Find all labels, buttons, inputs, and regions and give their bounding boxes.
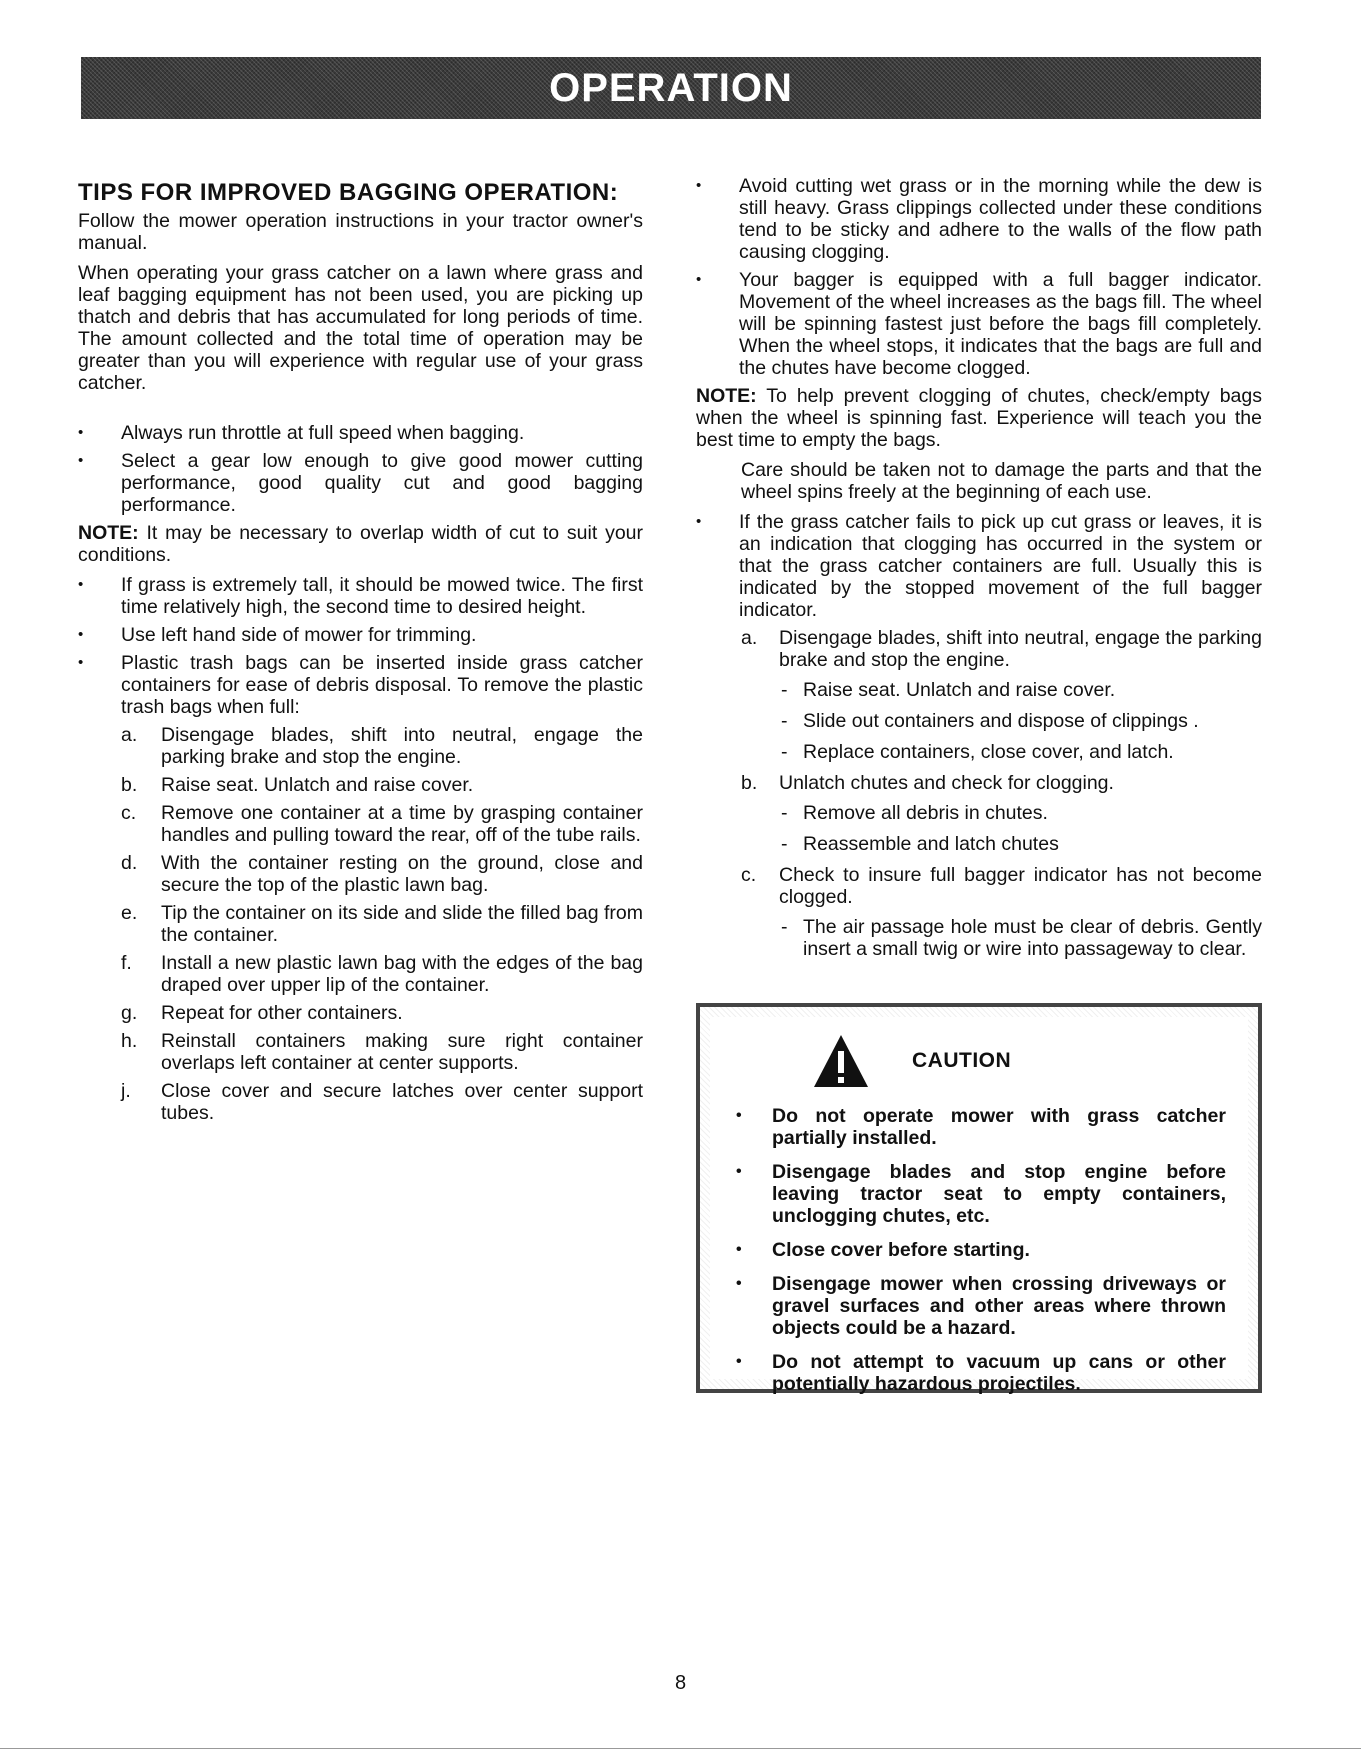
sub-step-item: - Reassemble and latch chutes (779, 833, 1262, 855)
page-number: 8 (674, 1672, 687, 1694)
sub-step-item: - Remove all debris in chutes. (779, 802, 1262, 824)
step-list (121, 724, 643, 1124)
list-item-text: Plastic trash bags can be inserted inside grass catcher containers for ease of debris disposal. To remove the plastic trash bags when full: (121, 652, 643, 718)
step-item (121, 1080, 643, 1124)
caution-item: • Do not operate mower with grass catcher partially installed. (732, 1105, 1226, 1149)
sub-step-item: - Raise seat. Unlatch and raise cover. (779, 679, 1262, 701)
step-list (741, 627, 1262, 960)
step-marker: g. (121, 1002, 138, 1024)
step-text: Unlatch chutes and check for clogging. (779, 772, 1114, 794)
step-marker: c. (741, 864, 757, 886)
step-item (741, 772, 1262, 855)
intro-paragraph: When operating your grass catcher on a lawn where grass and leaf bagging equipment has not been used, you are picking up thatch and debris that has accumulated for long periods of time. The amount collected and the total time of operation may be greater than you will experience with regular use of your grass catcher. (78, 262, 643, 394)
section-banner (81, 57, 1261, 119)
list-item: • Avoid cutting wet grass or in the morning while the dew is still heavy. Grass clippings collected under these conditions tend to be sticky and adhere to the walls of the flow path causing clogging. (696, 175, 1262, 263)
note-text: To help prevent clogging of chutes, check/empty bags when the wheel is spinning fast. Experience will teach you the best time to empty the bags. (696, 385, 1262, 451)
step-text: Tip the container on its side and slide the filled bag from the container. (161, 902, 643, 946)
left-column (78, 175, 643, 1130)
step-marker: j. (121, 1080, 131, 1102)
caution-item: • Close cover before starting. (732, 1239, 1226, 1261)
step-item (121, 724, 643, 768)
caution-title: CAUTION (912, 1049, 1012, 1072)
step-item (121, 1002, 643, 1024)
list-item: • Your bagger is equipped with a full bagger indicator. Movement of the wheel increases as the bags fill. The wheel will be spinning fastest just before the bags fill completely. When the wheel stops, it indicates that the bags are full and the chutes have become clogged. (696, 269, 1262, 379)
step-item (121, 1030, 643, 1074)
list-item: • Always run throttle at full speed when bagging. (78, 422, 643, 444)
step-item (121, 902, 643, 946)
step-text: With the container resting on the ground, close and secure the top of the plastic lawn bag. (161, 852, 643, 896)
step-marker: c. (121, 802, 137, 824)
list-item (78, 652, 643, 1124)
step-marker: d. (121, 852, 138, 874)
note-paragraph (696, 385, 1262, 451)
step-marker: f. (121, 952, 132, 974)
sub-step-list (779, 802, 1262, 855)
warning-triangle-icon (812, 1033, 870, 1089)
list-item: • Use left hand side of mower for trimming. (78, 624, 643, 646)
step-item (121, 774, 643, 796)
step-text: Repeat for other containers. (161, 1002, 403, 1024)
step-item (741, 627, 1262, 763)
step-item (121, 952, 643, 996)
bullet-list (696, 511, 1262, 621)
step-item (121, 802, 643, 846)
step-marker: b. (121, 774, 138, 796)
caution-item: • Disengage mower when crossing driveways or gravel surfaces and other areas where thrown objects could be a hazard. (732, 1273, 1226, 1339)
note-label: NOTE: (78, 522, 139, 544)
note-label: NOTE: (696, 385, 757, 407)
note-paragraph (78, 522, 643, 566)
sub-step-list (779, 916, 1262, 960)
step-text: Check to insure full bagger indicator has not become clogged. (779, 864, 1262, 908)
step-text: Install a new plastic lawn bag with the edges of the bag draped over upper lip of the container. (161, 952, 643, 996)
caution-list (732, 1105, 1226, 1407)
sub-step-list (779, 679, 1262, 763)
bullet-list (78, 422, 643, 516)
step-item (741, 864, 1262, 960)
step-text: Reinstall containers making sure right container overlaps left container at center supports. (161, 1030, 643, 1074)
caution-item: • Do not attempt to vacuum up cans or other potentially hazardous projectiles. (732, 1351, 1226, 1395)
tips-heading: TIPS FOR IMPROVED BAGGING OPERATION: (78, 179, 619, 206)
step-marker: e. (121, 902, 138, 924)
list-item: • Select a gear low enough to give good mower cutting performance, good quality cut and good bagging performance. (78, 450, 643, 516)
step-text: Close cover and secure latches over center support tubes. (161, 1080, 643, 1124)
list-item: • If grass is extremely tall, it should be mowed twice. The first time relatively high, the second time to desired height. (78, 574, 643, 618)
bullet-list (78, 574, 643, 1124)
step-item (121, 852, 643, 896)
step-marker: h. (121, 1030, 138, 1052)
section-title: OPERATION (549, 65, 793, 110)
care-paragraph: Care should be taken not to damage the parts and that the wheel spins freely at the beginning of each use. (741, 459, 1262, 503)
step-text: Remove one container at a time by grasping container handles and pulling toward the rear, off of the tube rails. (161, 802, 643, 846)
step-text: Disengage blades, shift into neutral, engage the parking brake and stop the engine. (161, 724, 643, 768)
step-text: Raise seat. Unlatch and raise cover. (161, 774, 474, 796)
sub-step-item: - The air passage hole must be clear of debris. Gently insert a small twig or wire into passageway to clear. (779, 916, 1262, 960)
sub-step-item: - Slide out containers and dispose of clippings . (779, 710, 1262, 732)
caution-item: • Disengage blades and stop engine before leaving tractor seat to empty containers, unclogging chutes, etc. (732, 1161, 1226, 1227)
sub-step-item: - Replace containers, close cover, and latch. (779, 741, 1262, 763)
caution-header (812, 1033, 1011, 1089)
step-marker: a. (741, 627, 758, 649)
step-marker: b. (741, 772, 758, 794)
note-text: It may be necessary to overlap width of cut to suit your conditions. (78, 522, 643, 566)
intro-paragraph: Follow the mower operation instructions in your tractor owner's manual. (78, 210, 643, 254)
right-column (696, 175, 1262, 969)
caution-panel (710, 1017, 1248, 1395)
step-marker: a. (121, 724, 138, 746)
caution-box (696, 1003, 1262, 1393)
step-text: Disengage blades, shift into neutral, engage the parking brake and stop the engine. (779, 627, 1262, 671)
bottom-divider (0, 1748, 1361, 1749)
bullet-list (696, 175, 1262, 379)
list-item: • If the grass catcher fails to pick up cut grass or leaves, it is an indication that clogging has occurred in the system or that the grass catcher containers are full. Usually this is indicated by the stopped movement of the full bagger indicator. (696, 511, 1262, 621)
